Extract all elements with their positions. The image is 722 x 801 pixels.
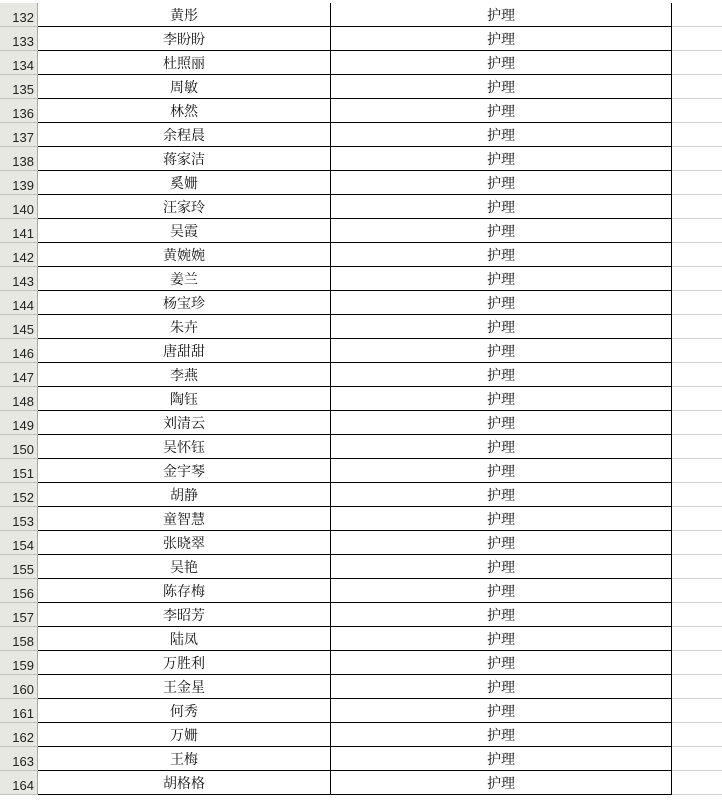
major-cell[interactable]: 护理 [331, 243, 672, 267]
table-row [0, 579, 722, 603]
table-row [0, 195, 722, 219]
name-cell[interactable]: 余程晨 [38, 123, 331, 147]
row-header[interactable]: 144 [0, 291, 38, 315]
row-header[interactable]: 149 [0, 411, 38, 435]
table-row [0, 411, 722, 435]
table-row [0, 555, 722, 579]
row-header[interactable]: 145 [0, 315, 38, 339]
table-row [0, 99, 722, 123]
empty-cell[interactable] [672, 195, 722, 219]
empty-cell[interactable] [672, 507, 722, 531]
name-cell[interactable]: 万姗 [38, 723, 331, 747]
major-cell[interactable]: 护理 [331, 339, 672, 363]
row-header[interactable]: 155 [0, 555, 38, 579]
row-header[interactable]: 136 [0, 99, 38, 123]
major-cell[interactable]: 护理 [331, 3, 672, 27]
major-cell[interactable]: 护理 [331, 699, 672, 723]
table-row [0, 147, 722, 171]
table-row [0, 171, 722, 195]
empty-cell[interactable] [672, 147, 722, 171]
table-row [0, 507, 722, 531]
major-cell[interactable]: 护理 [331, 363, 672, 387]
empty-cell[interactable] [672, 483, 722, 507]
name-cell[interactable]: 万胜利 [38, 651, 331, 675]
row-header[interactable]: 142 [0, 243, 38, 267]
empty-cell[interactable] [672, 555, 722, 579]
name-cell[interactable]: 朱卉 [38, 315, 331, 339]
row-header[interactable]: 163 [0, 747, 38, 771]
name-cell[interactable]: 陆凤 [38, 627, 331, 651]
empty-cell[interactable] [672, 699, 722, 723]
row-header[interactable]: 151 [0, 459, 38, 483]
table-row [0, 459, 722, 483]
table-row [0, 675, 722, 699]
row-header[interactable]: 159 [0, 651, 38, 675]
table-row [0, 435, 722, 459]
empty-cell[interactable] [672, 27, 722, 51]
name-cell[interactable]: 杜照丽 [38, 51, 331, 75]
empty-cell[interactable] [672, 675, 722, 699]
empty-cell[interactable] [672, 627, 722, 651]
major-cell[interactable]: 护理 [331, 171, 672, 195]
name-cell[interactable]: 胡格格 [38, 771, 331, 795]
empty-cell[interactable] [672, 243, 722, 267]
table-row [0, 723, 722, 747]
empty-cell[interactable] [672, 3, 722, 27]
name-cell[interactable]: 汪家玲 [38, 195, 331, 219]
name-cell[interactable]: 周敏 [38, 75, 331, 99]
name-cell[interactable]: 李昭芳 [38, 603, 331, 627]
row-header[interactable]: 150 [0, 435, 38, 459]
empty-cell[interactable] [672, 531, 722, 555]
name-cell[interactable]: 黄婉婉 [38, 243, 331, 267]
table-row [0, 603, 722, 627]
row-header[interactable]: 158 [0, 627, 38, 651]
row-header[interactable]: 154 [0, 531, 38, 555]
name-cell[interactable]: 李盼盼 [38, 27, 331, 51]
major-cell[interactable]: 护理 [331, 507, 672, 531]
empty-cell[interactable] [672, 171, 722, 195]
major-cell[interactable]: 护理 [331, 147, 672, 171]
table-row [0, 75, 722, 99]
table-row [0, 3, 722, 27]
table-row [0, 51, 722, 75]
table-row [0, 27, 722, 51]
major-cell[interactable]: 护理 [331, 387, 672, 411]
name-cell[interactable]: 陈存梅 [38, 579, 331, 603]
empty-cell[interactable] [672, 51, 722, 75]
major-cell[interactable]: 护理 [331, 651, 672, 675]
empty-cell[interactable] [672, 315, 722, 339]
name-cell[interactable]: 吴怀钰 [38, 435, 331, 459]
name-cell[interactable]: 蒋家洁 [38, 147, 331, 171]
name-cell[interactable]: 刘清云 [38, 411, 331, 435]
major-cell[interactable]: 护理 [331, 675, 672, 699]
table-row [0, 651, 722, 675]
row-header[interactable]: 134 [0, 51, 38, 75]
empty-cell[interactable] [672, 387, 722, 411]
empty-cell[interactable] [672, 219, 722, 243]
row-header[interactable]: 148 [0, 387, 38, 411]
name-cell[interactable]: 唐甜甜 [38, 339, 331, 363]
major-cell[interactable]: 护理 [331, 291, 672, 315]
table-row [0, 339, 722, 363]
empty-cell[interactable] [672, 411, 722, 435]
name-cell[interactable]: 奚姗 [38, 171, 331, 195]
name-cell[interactable]: 童智慧 [38, 507, 331, 531]
name-cell[interactable]: 张晓翠 [38, 531, 331, 555]
empty-cell[interactable] [672, 123, 722, 147]
major-cell[interactable]: 护理 [331, 27, 672, 51]
table-row [0, 219, 722, 243]
row-header[interactable]: 153 [0, 507, 38, 531]
name-cell[interactable]: 胡静 [38, 483, 331, 507]
major-cell[interactable]: 护理 [331, 75, 672, 99]
row-header[interactable]: 146 [0, 339, 38, 363]
empty-cell[interactable] [672, 723, 722, 747]
row-header[interactable]: 140 [0, 195, 38, 219]
row-header[interactable]: 147 [0, 363, 38, 387]
empty-cell[interactable] [672, 291, 722, 315]
row-header[interactable]: 162 [0, 723, 38, 747]
row-header[interactable]: 164 [0, 771, 38, 795]
empty-cell[interactable] [672, 579, 722, 603]
major-cell[interactable]: 护理 [331, 747, 672, 771]
name-cell[interactable]: 王梅 [38, 747, 331, 771]
name-cell[interactable]: 陶钰 [38, 387, 331, 411]
name-cell[interactable]: 金宇琴 [38, 459, 331, 483]
empty-cell[interactable] [672, 75, 722, 99]
empty-cell[interactable] [672, 435, 722, 459]
table-row [0, 699, 722, 723]
empty-cell[interactable] [672, 363, 722, 387]
major-cell[interactable]: 护理 [331, 579, 672, 603]
name-cell[interactable]: 吴艳 [38, 555, 331, 579]
table-row [0, 363, 722, 387]
row-header[interactable]: 161 [0, 699, 38, 723]
empty-cell[interactable] [672, 339, 722, 363]
table-row [0, 627, 722, 651]
empty-cell[interactable] [672, 651, 722, 675]
empty-cell[interactable] [672, 267, 722, 291]
major-cell[interactable]: 护理 [331, 771, 672, 795]
major-cell[interactable]: 护理 [331, 459, 672, 483]
row-header[interactable]: 135 [0, 75, 38, 99]
table-row [0, 315, 722, 339]
row-header[interactable]: 132 [0, 3, 38, 27]
row-header[interactable]: 139 [0, 171, 38, 195]
major-cell[interactable]: 护理 [331, 435, 672, 459]
major-cell[interactable]: 护理 [331, 51, 672, 75]
table-row [0, 387, 722, 411]
row-header[interactable]: 157 [0, 603, 38, 627]
empty-cell[interactable] [672, 747, 722, 771]
row-header[interactable]: 141 [0, 219, 38, 243]
table-row [0, 243, 722, 267]
empty-cell[interactable] [672, 459, 722, 483]
table-row [0, 771, 722, 795]
name-cell[interactable]: 黄彤 [38, 3, 331, 27]
table-row [0, 531, 722, 555]
major-cell[interactable]: 护理 [331, 195, 672, 219]
empty-cell[interactable] [672, 771, 722, 795]
row-header[interactable]: 137 [0, 123, 38, 147]
table-row [0, 747, 722, 771]
name-cell[interactable]: 何秀 [38, 699, 331, 723]
major-cell[interactable]: 护理 [331, 219, 672, 243]
name-cell[interactable]: 林然 [38, 99, 331, 123]
row-header[interactable]: 138 [0, 147, 38, 171]
name-cell[interactable]: 李燕 [38, 363, 331, 387]
major-cell[interactable]: 护理 [331, 123, 672, 147]
major-cell[interactable]: 护理 [331, 555, 672, 579]
major-cell[interactable]: 护理 [331, 411, 672, 435]
table-row [0, 267, 722, 291]
name-cell[interactable]: 吴霞 [38, 219, 331, 243]
major-cell[interactable]: 护理 [331, 483, 672, 507]
major-cell[interactable]: 护理 [331, 315, 672, 339]
name-cell[interactable]: 王金星 [38, 675, 331, 699]
row-header[interactable]: 143 [0, 267, 38, 291]
empty-cell[interactable] [672, 603, 722, 627]
empty-cell[interactable] [672, 99, 722, 123]
name-cell[interactable]: 杨宝珍 [38, 291, 331, 315]
row-header[interactable]: 160 [0, 675, 38, 699]
row-header[interactable]: 156 [0, 579, 38, 603]
major-cell[interactable]: 护理 [331, 99, 672, 123]
major-cell[interactable]: 护理 [331, 627, 672, 651]
table-row [0, 123, 722, 147]
name-cell[interactable]: 姜兰 [38, 267, 331, 291]
major-cell[interactable]: 护理 [331, 267, 672, 291]
major-cell[interactable]: 护理 [331, 531, 672, 555]
table-row [0, 483, 722, 507]
row-header[interactable]: 133 [0, 27, 38, 51]
table-row [0, 291, 722, 315]
row-header[interactable]: 152 [0, 483, 38, 507]
major-cell[interactable]: 护理 [331, 603, 672, 627]
major-cell[interactable]: 护理 [331, 723, 672, 747]
